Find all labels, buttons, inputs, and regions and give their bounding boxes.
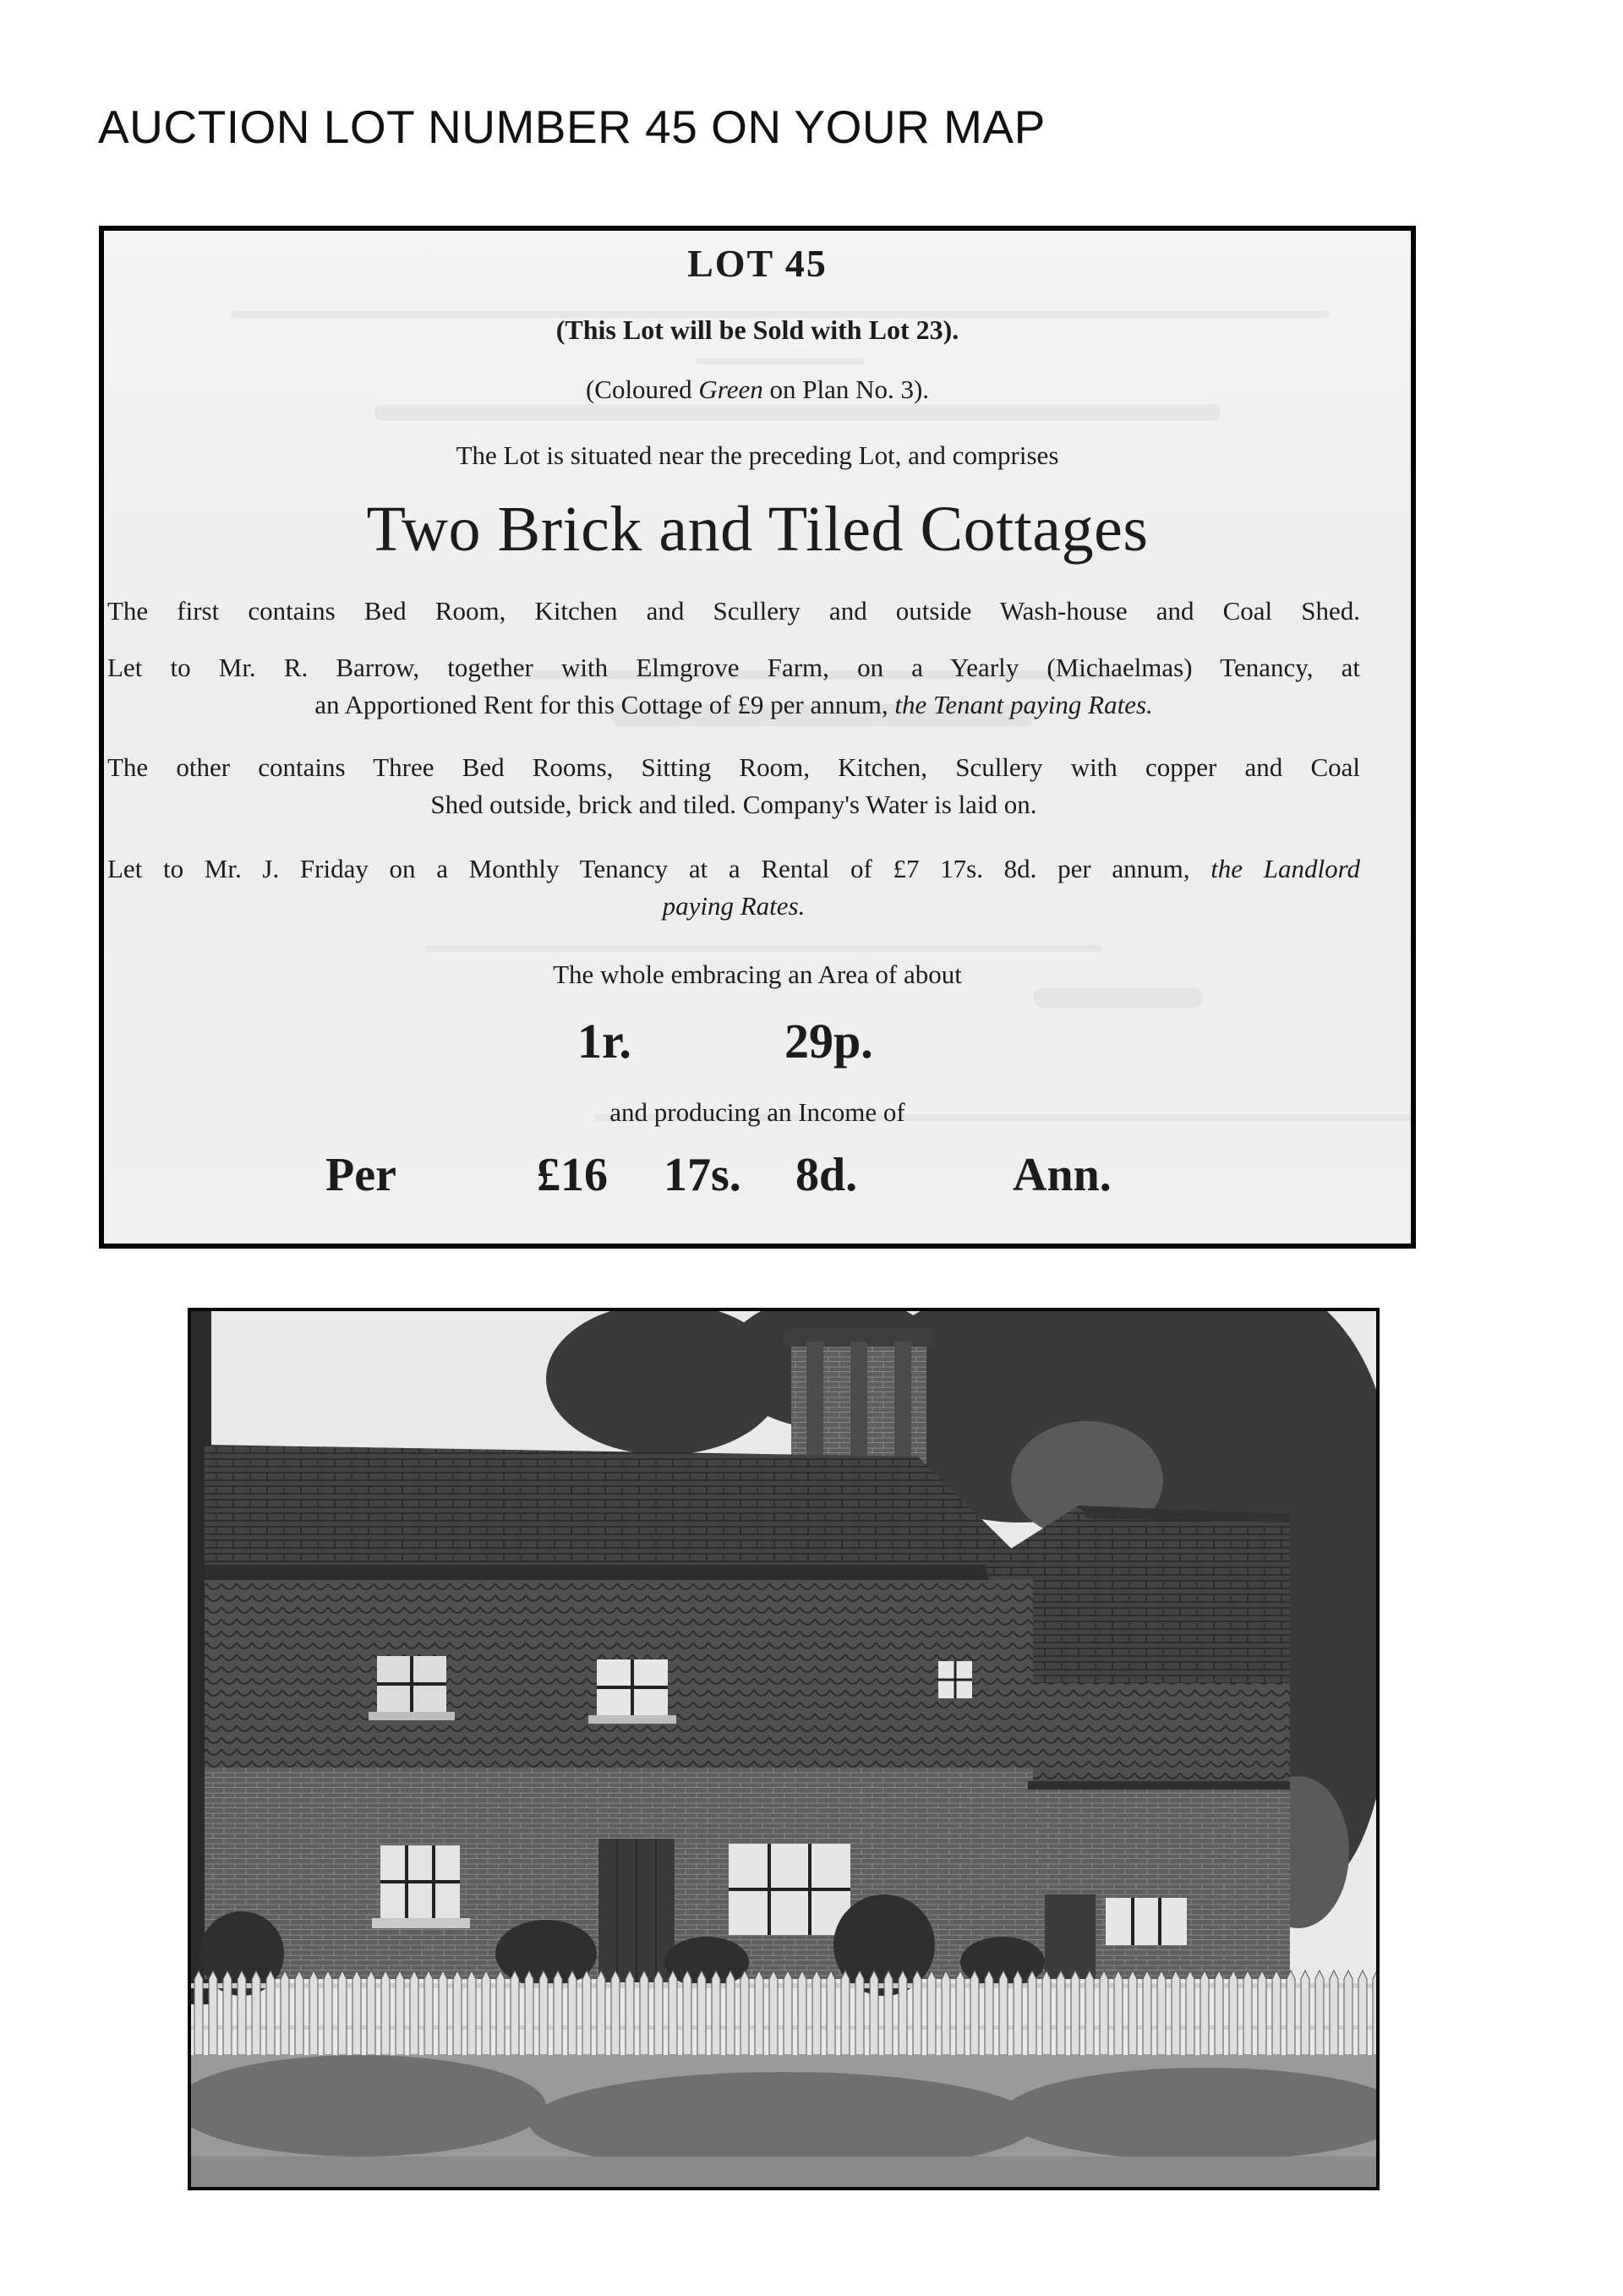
fence-picket	[985, 1971, 993, 2055]
fence-picket	[568, 1971, 577, 2055]
fence-picket	[812, 1971, 821, 2055]
fence-picket	[899, 1971, 907, 2055]
barrow-rates-note: the Tenant paying Rates.	[894, 690, 1153, 719]
fence-picket	[511, 1971, 519, 2055]
cottage-photograph	[188, 1308, 1380, 2190]
fence-picket	[396, 1971, 404, 2055]
fence-picket	[1287, 1971, 1295, 2055]
area-rods: 1r.	[577, 1014, 631, 1069]
fence-picket	[683, 1971, 691, 2055]
fence-picket	[1172, 1971, 1180, 2055]
barrow-rent: an Apportioned Rent for this Cottage of £9 per annum,	[314, 690, 888, 719]
fence-picket	[956, 1971, 965, 2055]
fence-picket	[1100, 1971, 1108, 2055]
fence-picket	[309, 1971, 318, 2055]
fence-picket	[367, 1971, 375, 2055]
fence-picket	[209, 1971, 217, 2055]
fence-picket	[1215, 1971, 1223, 2055]
fence-picket	[1301, 1971, 1309, 2055]
fence-picket	[266, 1971, 275, 2055]
friday-line-2	[107, 888, 1360, 925]
fence-picket	[582, 1971, 591, 2055]
friday-rates-note: paying Rates.	[662, 891, 806, 921]
fence-picket	[496, 1971, 505, 2055]
fence-picket	[798, 1971, 806, 2055]
income-intro: and producing an Income of	[609, 1097, 905, 1127]
fence-picket	[870, 1971, 878, 2055]
fence-picket	[1358, 1971, 1367, 2055]
plan-colour-prefix: (Coloured	[585, 374, 692, 404]
fence-picket	[1042, 1971, 1051, 2055]
friday-tenancy	[107, 850, 1360, 925]
fence-picket	[1157, 1971, 1166, 2055]
catalogue-scan	[99, 226, 1416, 1249]
fence-picket	[884, 1971, 893, 2055]
income-shillings: 17s.	[664, 1149, 741, 1201]
fence-picket	[410, 1971, 418, 2055]
barrow-line-1: Let to Mr. R. Barrow, together with Elmgrove Farm, on a Yearly (Michaelmas) Tenancy, at	[107, 653, 1360, 682]
fence-picket	[324, 1971, 332, 2055]
first-cottage-description: The first contains Bed Room, Kitchen and Scullery and outside Wash-house and Coal Shed.	[107, 596, 1360, 626]
area-intro: The whole embracing an Area of about	[553, 959, 962, 989]
fence-picket	[525, 1971, 533, 2055]
barrow-line-2	[107, 686, 1360, 724]
income-annum: Ann.	[1013, 1149, 1112, 1201]
fence-picket	[281, 1971, 289, 2055]
fence-picket	[1229, 1971, 1238, 2055]
fence-picket	[597, 1971, 605, 2055]
fence-picket	[712, 1971, 720, 2055]
fence-picket	[238, 1971, 246, 2055]
fence-picket	[467, 1971, 476, 2055]
fence-picket	[1057, 1971, 1065, 2055]
fence-picket	[252, 1971, 260, 2055]
fence-picket	[1128, 1971, 1137, 2055]
fence-picket	[1071, 1971, 1079, 2055]
fence-picket	[626, 1971, 634, 2055]
fence-picket	[424, 1971, 433, 2055]
income-pounds: £16	[537, 1149, 608, 1201]
fence-picket	[827, 1971, 835, 2055]
fence-picket	[1085, 1971, 1094, 2055]
friday-landlord: the Landlord	[1210, 854, 1361, 883]
fence-picket	[1315, 1971, 1324, 2055]
income-per: Per	[325, 1149, 396, 1201]
fence-picket	[740, 1971, 749, 2055]
fence-picket	[338, 1971, 347, 2055]
fence-picket	[295, 1971, 303, 2055]
fence-picket	[453, 1971, 462, 2055]
fence-picket	[381, 1971, 390, 2055]
fence-picket	[669, 1971, 677, 2055]
fence-picket	[640, 1971, 648, 2055]
situation-line: The Lot is situated near the preceding Lot, and comprises	[456, 440, 1059, 470]
sold-with-note: (This Lot will be Sold with Lot 23).	[555, 314, 959, 345]
fence-picket	[223, 1971, 232, 2055]
fence-picket	[1330, 1971, 1338, 2055]
cottage-photo-illustration	[191, 1311, 1376, 2187]
friday-rent: Let to Mr. J. Friday on a Monthly Tenancy at a Rental of £7 17s. 8d. per annum,	[107, 854, 1190, 883]
fence-picket	[539, 1971, 548, 2055]
fence-picket	[1114, 1971, 1123, 2055]
fence-picket	[1344, 1971, 1352, 2055]
fence-picket	[1373, 1971, 1376, 2055]
fence-picket	[654, 1971, 663, 2055]
fence-picket	[1200, 1971, 1209, 2055]
friday-line-1	[107, 850, 1360, 888]
plan-colour-note	[104, 374, 1411, 405]
fence-picket	[769, 1971, 778, 2055]
fence-picket	[970, 1971, 979, 2055]
other-line-1: The other contains Three Bed Rooms, Sitting Room, Kitchen, Scullery with copper and Coal	[107, 752, 1360, 782]
plan-colour-suffix: on Plan No. 3).	[769, 374, 930, 404]
plan-colour-name: Green	[698, 374, 763, 404]
lot-headline: Two Brick and Tiled Cottages	[366, 494, 1149, 565]
fence-picket	[999, 1971, 1008, 2055]
lot-title: LOT 45	[687, 242, 828, 285]
fence-picket	[726, 1971, 735, 2055]
fence-picket	[697, 1971, 706, 2055]
fence-picket	[194, 1971, 203, 2055]
fence-picket	[855, 1971, 864, 2055]
other-line-2: Shed outside, brick and tiled. Company's Water is laid on.	[430, 790, 1037, 819]
fence-picket	[1143, 1971, 1151, 2055]
fence-picket	[1186, 1971, 1194, 2055]
fence-picket	[1272, 1971, 1281, 2055]
fence-picket	[942, 1971, 950, 2055]
area-perches: 29p.	[784, 1014, 873, 1069]
fence-picket	[841, 1971, 850, 2055]
fence-picket	[913, 1971, 921, 2055]
fence-picket	[554, 1971, 562, 2055]
income-pence: 8d.	[795, 1149, 858, 1201]
fence-picket	[611, 1971, 620, 2055]
fence-picket	[784, 1971, 792, 2055]
fence-picket	[1258, 1971, 1266, 2055]
second-cottage-description	[107, 749, 1360, 823]
fence-picket	[1243, 1971, 1252, 2055]
fence-picket	[1028, 1971, 1036, 2055]
page-heading: AUCTION LOT NUMBER 45 ON YOUR MAP	[98, 101, 1046, 153]
fence-picket	[352, 1971, 361, 2055]
fence-picket	[482, 1971, 490, 2055]
barrow-tenancy	[107, 649, 1360, 724]
fence-picket	[755, 1971, 763, 2055]
fence-picket	[1014, 1971, 1022, 2055]
fence-picket	[927, 1971, 936, 2055]
window-upper-left	[369, 1656, 455, 1720]
fence-picket	[439, 1971, 447, 2055]
